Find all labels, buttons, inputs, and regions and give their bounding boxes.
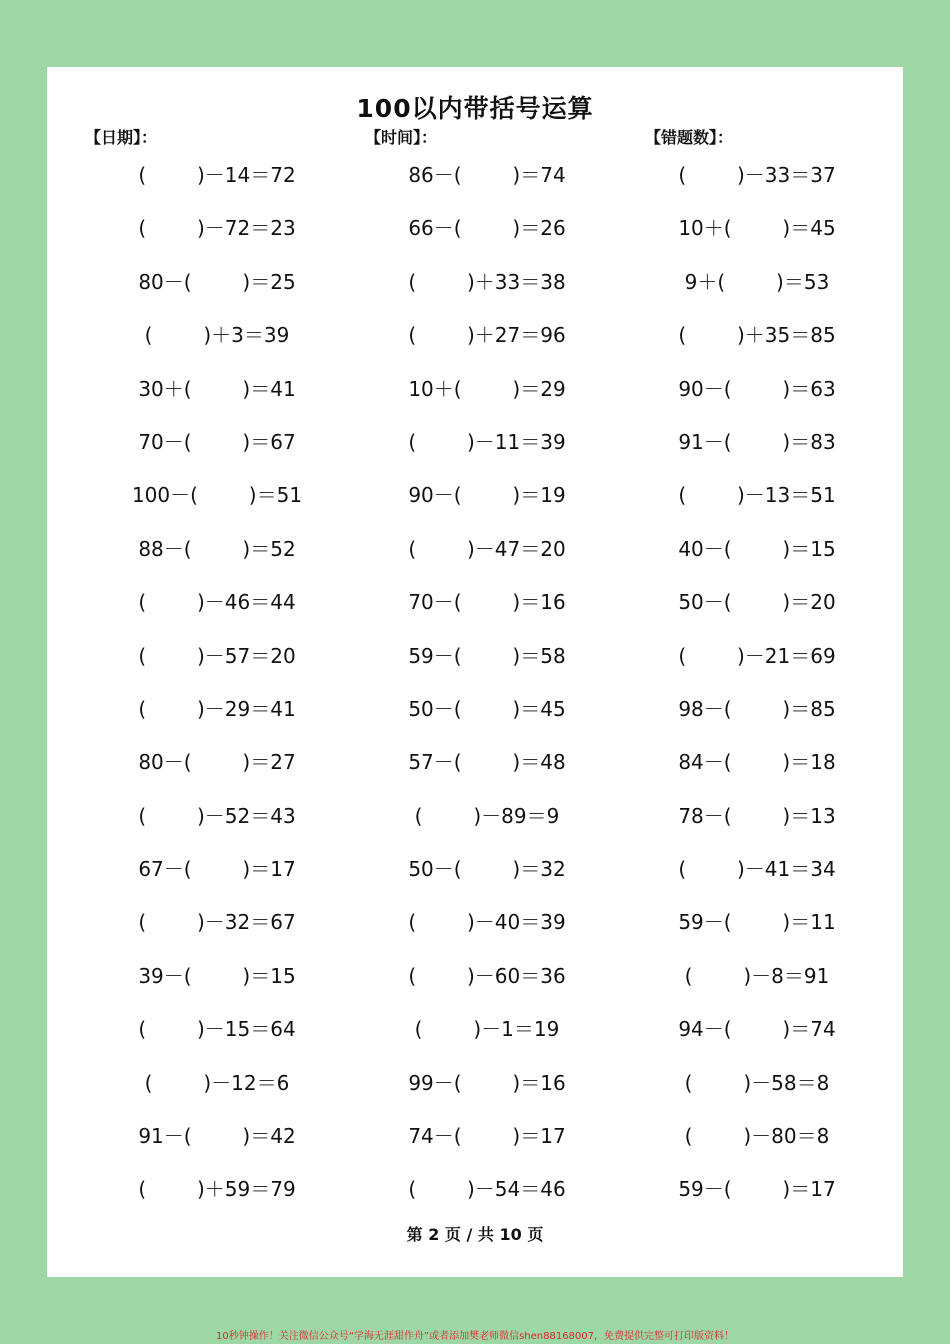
problem-item: 80－( )＝25	[138, 269, 296, 294]
problem-item: ( )＋27＝96	[408, 323, 566, 348]
problem-item: 10＋( )＝29	[408, 376, 566, 401]
problem-item: ( )＋3＝39	[144, 323, 290, 348]
problem-item: 66－( )＝26	[408, 216, 566, 241]
problem-item: 80－( )＝27	[138, 750, 296, 775]
problem-item: ( )－46＝44	[138, 590, 296, 615]
problem-item: 50－( )＝32	[408, 857, 566, 882]
problem-item: ( )－11＝39	[408, 429, 566, 454]
problem-item: 9＋( )＝53	[684, 269, 830, 294]
problem-column-2	[347, 157, 627, 1225]
problem-item: 50－( )＝20	[678, 590, 836, 615]
problem-item: 10＋( )＝45	[678, 216, 836, 241]
time-label: 【时间】：	[365, 128, 438, 147]
problem-item: 30＋( )＝41	[138, 376, 296, 401]
problem-item: 57－( )＝48	[408, 750, 566, 775]
problem-item: ( )－57＝20	[138, 643, 296, 668]
problem-item: 67－( )＝17	[138, 857, 296, 882]
problem-item: ( )－47＝20	[408, 536, 566, 561]
problem-item: 74－( )＝17	[408, 1124, 566, 1149]
problem-item: ( )－14＝72	[138, 163, 296, 187]
problem-item: ( )－29＝41	[138, 696, 296, 721]
problem-item: 88－( )＝52	[138, 536, 296, 561]
problem-item: 50－( )＝45	[408, 696, 566, 721]
problem-item: ( )－32＝67	[138, 910, 296, 935]
problem-item: ( )－72＝23	[138, 216, 296, 241]
problem-item: 39－( )＝15	[138, 963, 296, 988]
problem-item: 84－( )＝18	[678, 750, 836, 775]
problem-item: ( )－58＝8	[684, 1070, 830, 1095]
page-title: 100以内带括号运算	[356, 94, 594, 123]
problem-item: ( )－8＝91	[684, 963, 830, 988]
worksheet-page	[47, 67, 903, 1277]
problem-item: ( )－1＝19	[414, 1017, 560, 1042]
problem-item: 70－( )＝16	[408, 590, 566, 615]
problem-item: 59－( )＝11	[678, 910, 836, 935]
problem-item: 91－( )＝83	[678, 429, 836, 454]
problem-item: 100－( )＝51	[131, 483, 303, 508]
problem-item: ( )－13＝51	[678, 483, 836, 508]
problem-item: 59－( )＝17	[678, 1177, 836, 1202]
problem-item: 99－( )＝16	[408, 1070, 566, 1095]
problem-item: 98－( )＝85	[678, 696, 836, 721]
problem-item: ( )－33＝37	[678, 163, 836, 187]
problem-item: 70－( )＝67	[138, 429, 296, 454]
date-label: 【日期】：	[85, 128, 158, 147]
problem-item: ( )－60＝36	[408, 963, 566, 988]
problem-item: ( )－89＝9	[414, 803, 560, 828]
problem-item: 94－( )＝74	[678, 1017, 836, 1042]
problem-item: 59－( )＝58	[408, 643, 566, 668]
problem-item: 40－( )＝15	[678, 536, 836, 561]
problem-item: 90－( )＝19	[408, 483, 566, 508]
problem-item: ( )－21＝69	[678, 643, 836, 668]
problem-column-3	[617, 157, 897, 1225]
problem-item: ( )－54＝46	[408, 1177, 566, 1202]
problem-item: ( )＋33＝38	[408, 269, 566, 294]
problem-item: ( )－52＝43	[138, 803, 296, 828]
promo-notice: 10秒钟操作！关注微信公众号“学海无涯甜作舟”或者添加樊老师微信shen88168007，免费提供完整可打印版资料！	[215, 1331, 735, 1342]
problem-column-1	[77, 157, 357, 1225]
problem-item: ( )－15＝64	[138, 1017, 296, 1042]
problem-item: ( )－12＝6	[144, 1070, 290, 1095]
problem-item: ( )－80＝8	[684, 1124, 830, 1149]
problem-item: 78－( )＝13	[678, 803, 836, 828]
problem-item: ( )＋35＝85	[678, 323, 836, 348]
problem-item: 90－( )＝63	[678, 376, 836, 401]
error-count-label: 【错题数】：	[645, 128, 734, 147]
problem-item: ( )＋59＝79	[138, 1177, 296, 1202]
page-number: 第 2 页 / 共 10 页	[406, 1225, 544, 1244]
problem-item: 86－( )＝74	[408, 163, 566, 187]
problem-item: ( )－40＝39	[408, 910, 566, 935]
problem-item: 91－( )＝42	[138, 1124, 296, 1149]
problem-item: ( )－41＝34	[678, 857, 836, 882]
